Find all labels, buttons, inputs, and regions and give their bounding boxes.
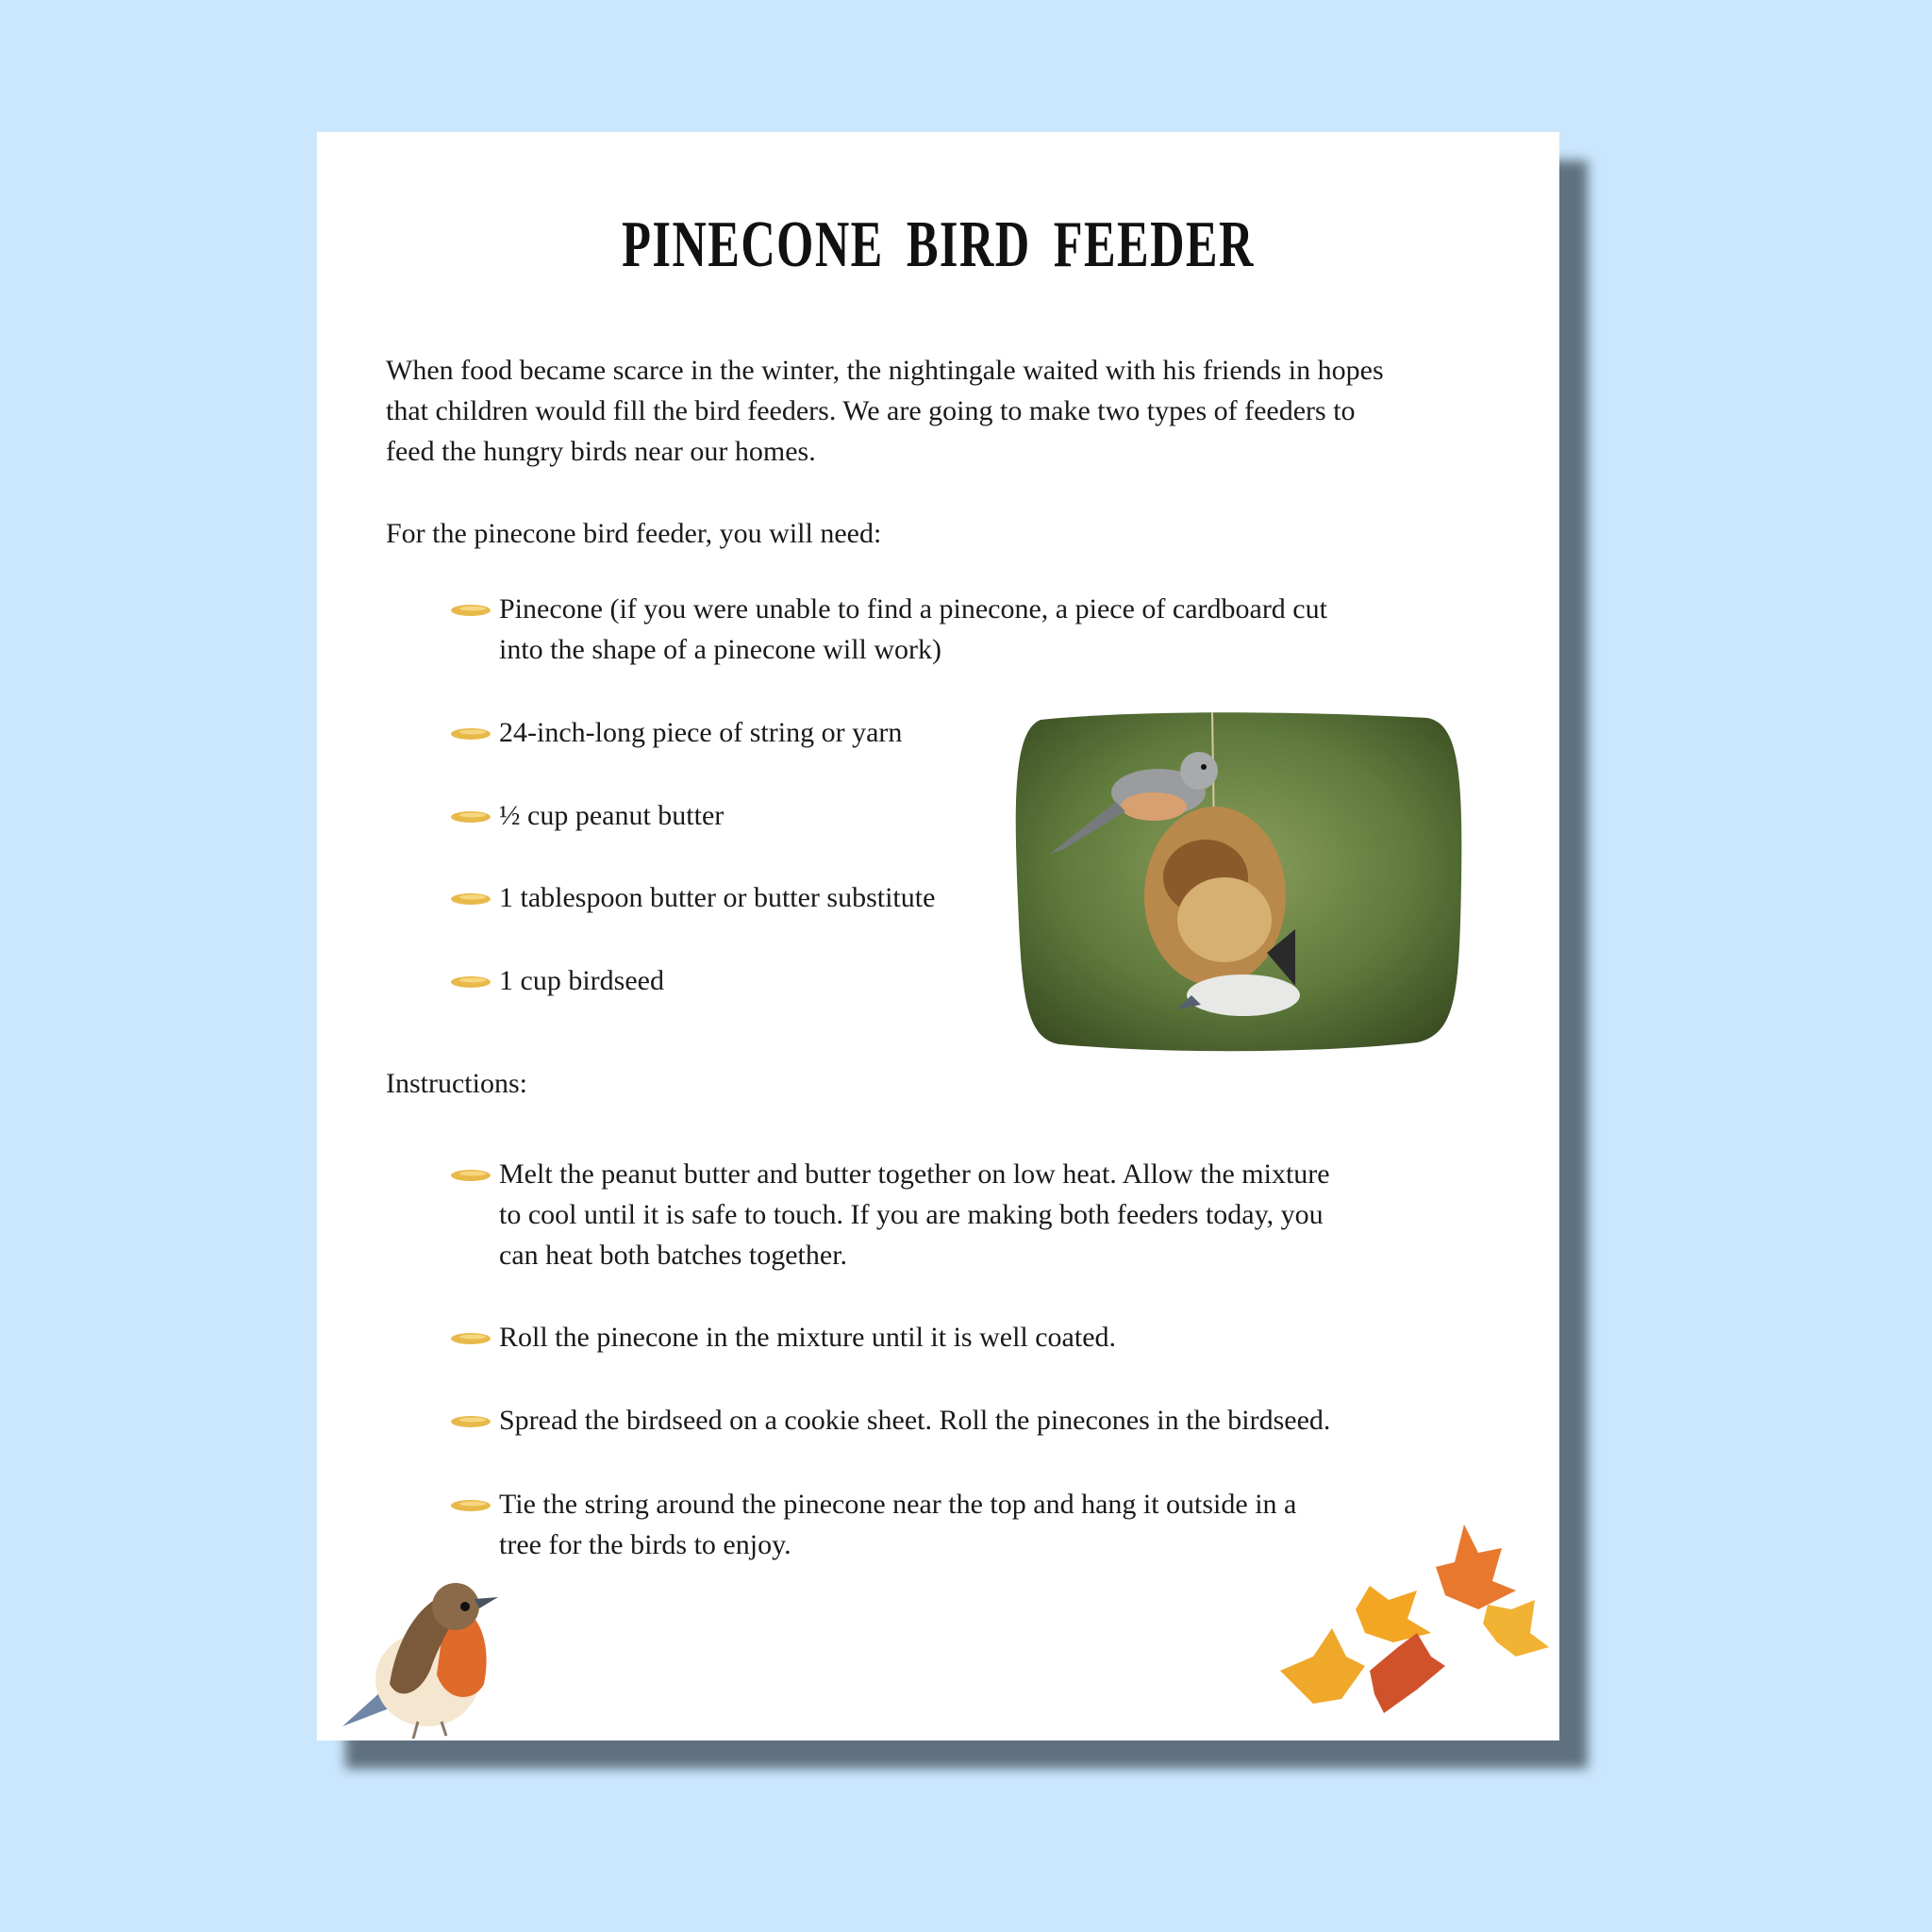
- peanut-bullet-icon: [450, 604, 491, 617]
- worksheet-page: [317, 132, 1559, 1740]
- instruction-step: Tie the string around the pinecone near the top and hang it outside in a: [499, 1489, 1297, 1520]
- intro-line: feed the hungry birds near our homes.: [386, 436, 816, 467]
- autumn-leaves-illustration: [1275, 1515, 1558, 1732]
- materials-heading: For the pinecone bird feeder, you will need:: [386, 518, 882, 549]
- material-item: 24-inch-long piece of string or yarn: [499, 717, 903, 748]
- material-item: 1 cup birdseed: [499, 965, 664, 996]
- peanut-bullet-icon: [450, 975, 491, 989]
- peanut-bullet-icon: [450, 727, 491, 741]
- instruction-step: Melt the peanut butter and butter together on low heat. Allow the mixture: [499, 1158, 1330, 1190]
- instruction-step: tree for the birds to enjoy.: [499, 1529, 791, 1560]
- peanut-bullet-icon: [450, 1415, 491, 1428]
- peanut-bullet-icon: [450, 892, 491, 906]
- peanut-bullet-icon: [450, 1499, 491, 1512]
- instruction-step: Spread the birdseed on a cookie sheet. Roll the pinecones in the birdseed.: [499, 1405, 1331, 1436]
- peanut-bullet-icon: [450, 1332, 491, 1345]
- peanut-bullet-icon: [450, 810, 491, 824]
- page-title: PINECONE BIRD FEEDER: [622, 208, 1255, 281]
- material-item: into the shape of a pinecone will work): [499, 634, 942, 665]
- instruction-step: to cool until it is safe to touch. If you are making both feeders today, you: [499, 1199, 1324, 1230]
- material-item: ½ cup peanut butter: [499, 800, 724, 831]
- peanut-bullet-icon: [450, 1169, 491, 1182]
- instructions-heading: Instructions:: [386, 1068, 527, 1099]
- material-item: 1 tablespoon butter or butter substitute: [499, 882, 936, 913]
- intro-line: that children would fill the bird feeders. We are going to make two types of feeders to: [386, 395, 1356, 426]
- robin-illustration: [333, 1571, 518, 1740]
- instruction-step: Roll the pinecone in the mixture until it is well coated.: [499, 1322, 1117, 1353]
- bird-feeder-photo: [1012, 712, 1462, 1054]
- instruction-step: can heat both batches together.: [499, 1240, 848, 1271]
- intro-line: When food became scarce in the winter, the nightingale waited with his friends in hopes: [386, 355, 1384, 386]
- material-item: Pinecone (if you were unable to find a pinecone, a piece of cardboard cut: [499, 593, 1327, 625]
